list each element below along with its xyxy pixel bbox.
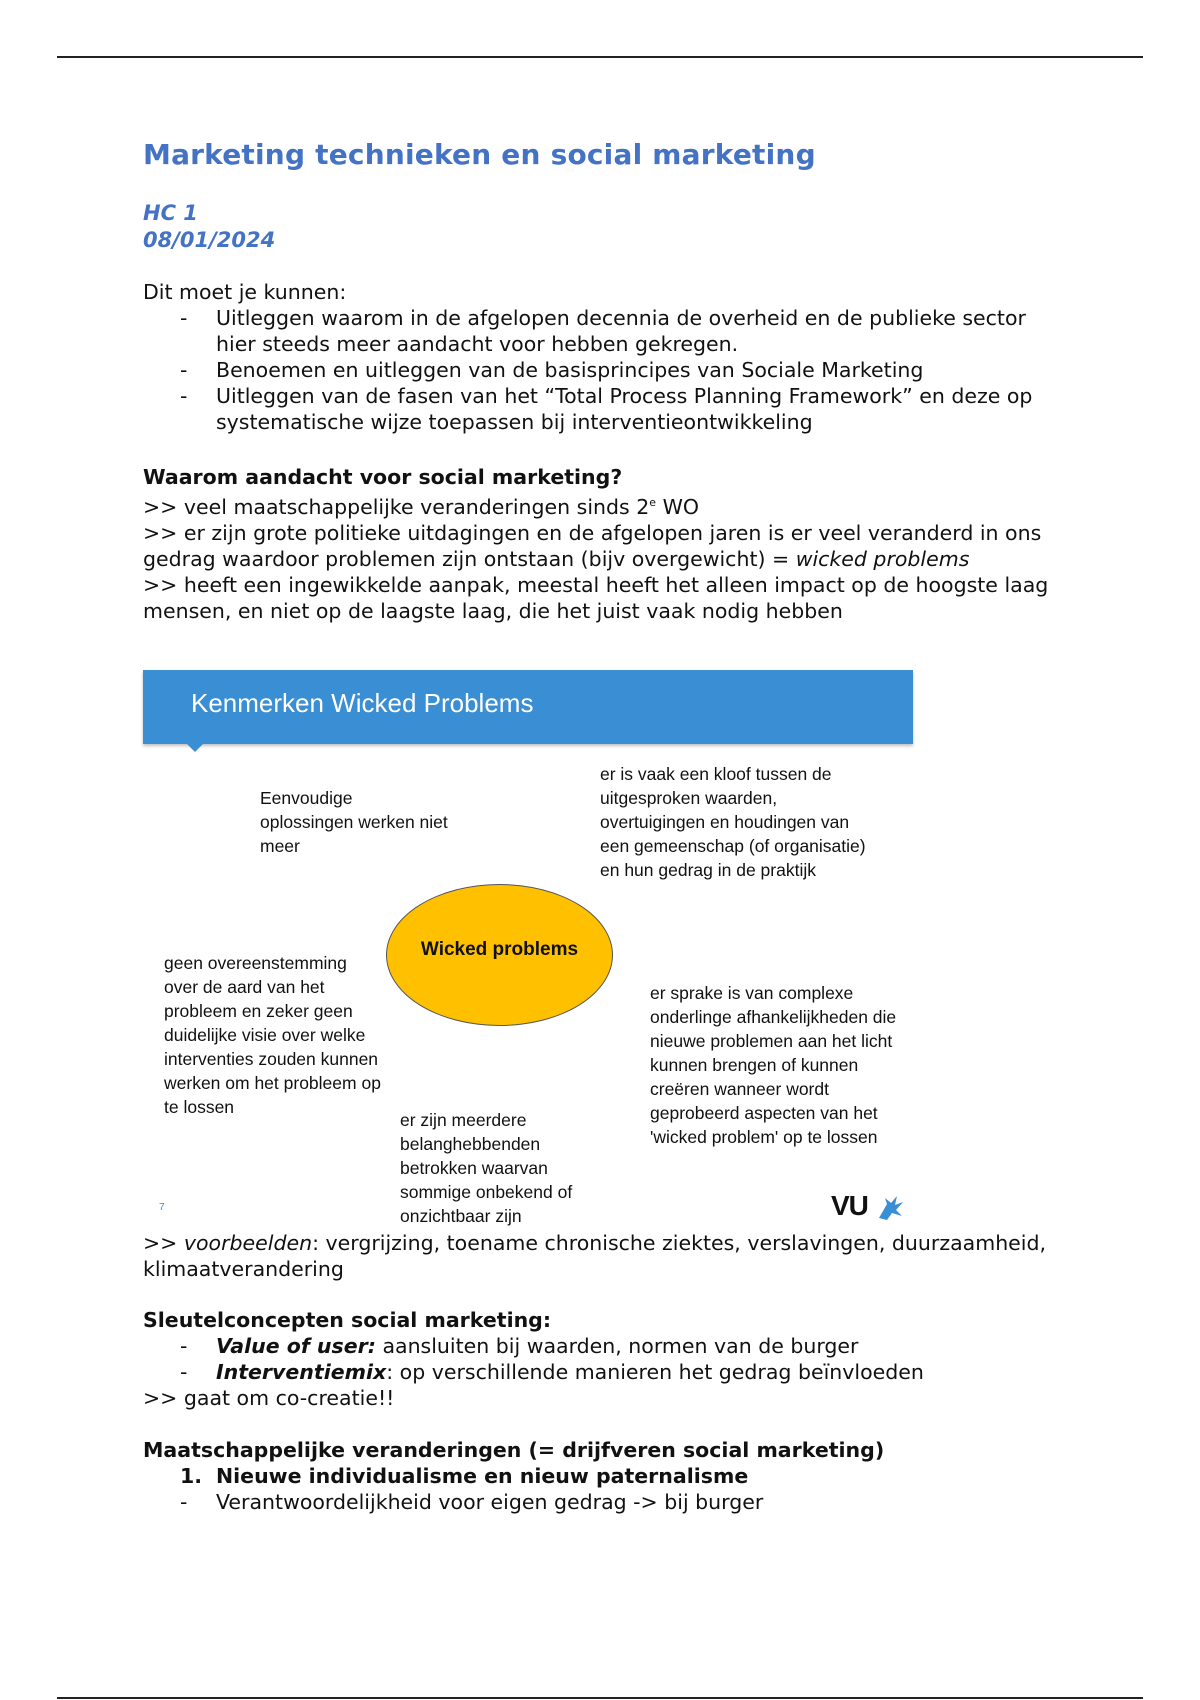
slide-text-left: geen overeenstemming over de aard van het probleem en zeker geen duidelijke visie over welke interventies zouden kunnen werken om het probleem op te lossen [164,953,381,1117]
society-sub-item: - Verantwoordelijkheid voor eigen gedrag -> bij burger [143,1489,1103,1515]
item-title: Nieuwe individualisme en nieuw paternalisme [216,1464,749,1488]
header-pointer-icon [187,744,203,752]
top-rule [57,56,1143,58]
key-concept-text: : op verschillende manieren het gedrag beïnvloeden [386,1360,924,1384]
lecture-date: 08/01/2024 [143,228,276,252]
goal-item: - Uitleggen van de fasen van het “Total Process Planning Framework” en deze op systematische wijze toepassen bij interventieontwikkeling [143,383,1066,435]
society-heading: Maatschappelijke veranderingen (= drijfveren social marketing) [143,1438,885,1462]
goals-list [143,305,1103,435]
society-sub-list [143,1489,1103,1515]
why-line-3: >> heeft een ingewikkelde aanpak, meestal heeft het alleen impact op de hoogste laag mensen, en niet op de laagste laag, die het juist vaak nodig hebben [143,572,1049,623]
slide-text-right: er sprake is van complexe onderlinge afhankelijkheden die nieuwe problemen aan het licht kunnen brengen of kunnen creëren wanneer wordt geprobeerd aspecten van het 'wicked problem' op te lossen [650,983,897,1147]
slide-title: Kenmerken Wicked Problems [191,688,534,718]
key-concepts-note: >> gaat om co-creatie!! [143,1386,395,1410]
why-section [143,464,1103,624]
examples-line [143,1230,1103,1282]
wicked-problems-ellipse [386,884,613,1026]
griffin-logo-icon [875,1194,905,1222]
intro-label: Dit moet je kunnen: [143,280,347,304]
key-concept-item [143,1359,1103,1385]
vu-logo [831,1190,868,1222]
why-line-2 [143,520,1103,572]
slide-page-number: 7 [159,1202,165,1213]
key-concepts-list [143,1333,1103,1385]
why-line-1-end: WO [656,494,699,519]
why-heading: Waarom aandacht voor social marketing? [143,465,623,489]
lecture-label: HC 1 [143,201,198,225]
goal-item: - Benoemen en uitleggen van de basisprincipes van Sociale Marketing [143,357,1103,383]
slide-text-top-right: er is vaak een kloof tussen de uitgesproken waarden, overtuigingen en houdingen van een gemeenschap (of organisatie) en hun gedrag in de praktijk [600,764,866,880]
ellipse-label: Wicked problems [420,939,579,960]
page-title: Marketing technieken en social marketing [143,138,816,171]
why-line-2-emphasis: wicked problems [795,546,970,571]
examples-prefix: >> [143,1231,184,1255]
item-number: 1. [180,1464,203,1488]
key-concept-text: aansluiten bij waarden, normen van de burger [375,1334,859,1358]
key-concept-term: Interventiemix [216,1360,387,1384]
why-line-2-text: >> er zijn grote politieke uitdagingen en de afgelopen jaren is er veel veranderd in ons gedrag waardoor problemen zijn ontstaan (bijv overgewicht) = [143,520,1042,571]
learning-goals [143,279,1103,435]
key-concept-term: Value of user: [216,1334,376,1358]
goal-item: - Uitleggen waarom in de afgelopen decennia de overheid en de publieke sector hier steeds meer aandacht voor hebben gekregen. [143,305,1066,357]
key-concept-item [143,1333,1103,1359]
examples-text: : vergrijzing, toename chronische ziektes, verslavingen, duurzaamheid, klimaatverandering [143,1231,1047,1281]
wicked-problems-slide [143,670,913,1226]
slide-header-bar [143,670,913,744]
examples-emphasis: voorbeelden [183,1231,313,1255]
slide-text-bottom: er zijn meerdere belanghebbenden betrokken waarvan sommige onbekend of onzichtbaar zijn [400,1110,573,1226]
society-section [143,1437,1103,1515]
society-numbered-item [143,1463,1103,1489]
key-concepts-section [143,1307,1103,1411]
superscript: e [649,496,657,509]
why-line-1 [143,490,1103,520]
vu-logo-text: VU [831,1190,868,1221]
slide-text-top-left: Eenvoudige oplossingen werken niet meer [260,788,448,856]
key-concepts-heading: Sleutelconcepten social marketing: [143,1308,552,1332]
why-line-1-text: >> veel maatschappelijke veranderingen sinds 2 [143,494,650,519]
bottom-rule [57,1697,1143,1699]
